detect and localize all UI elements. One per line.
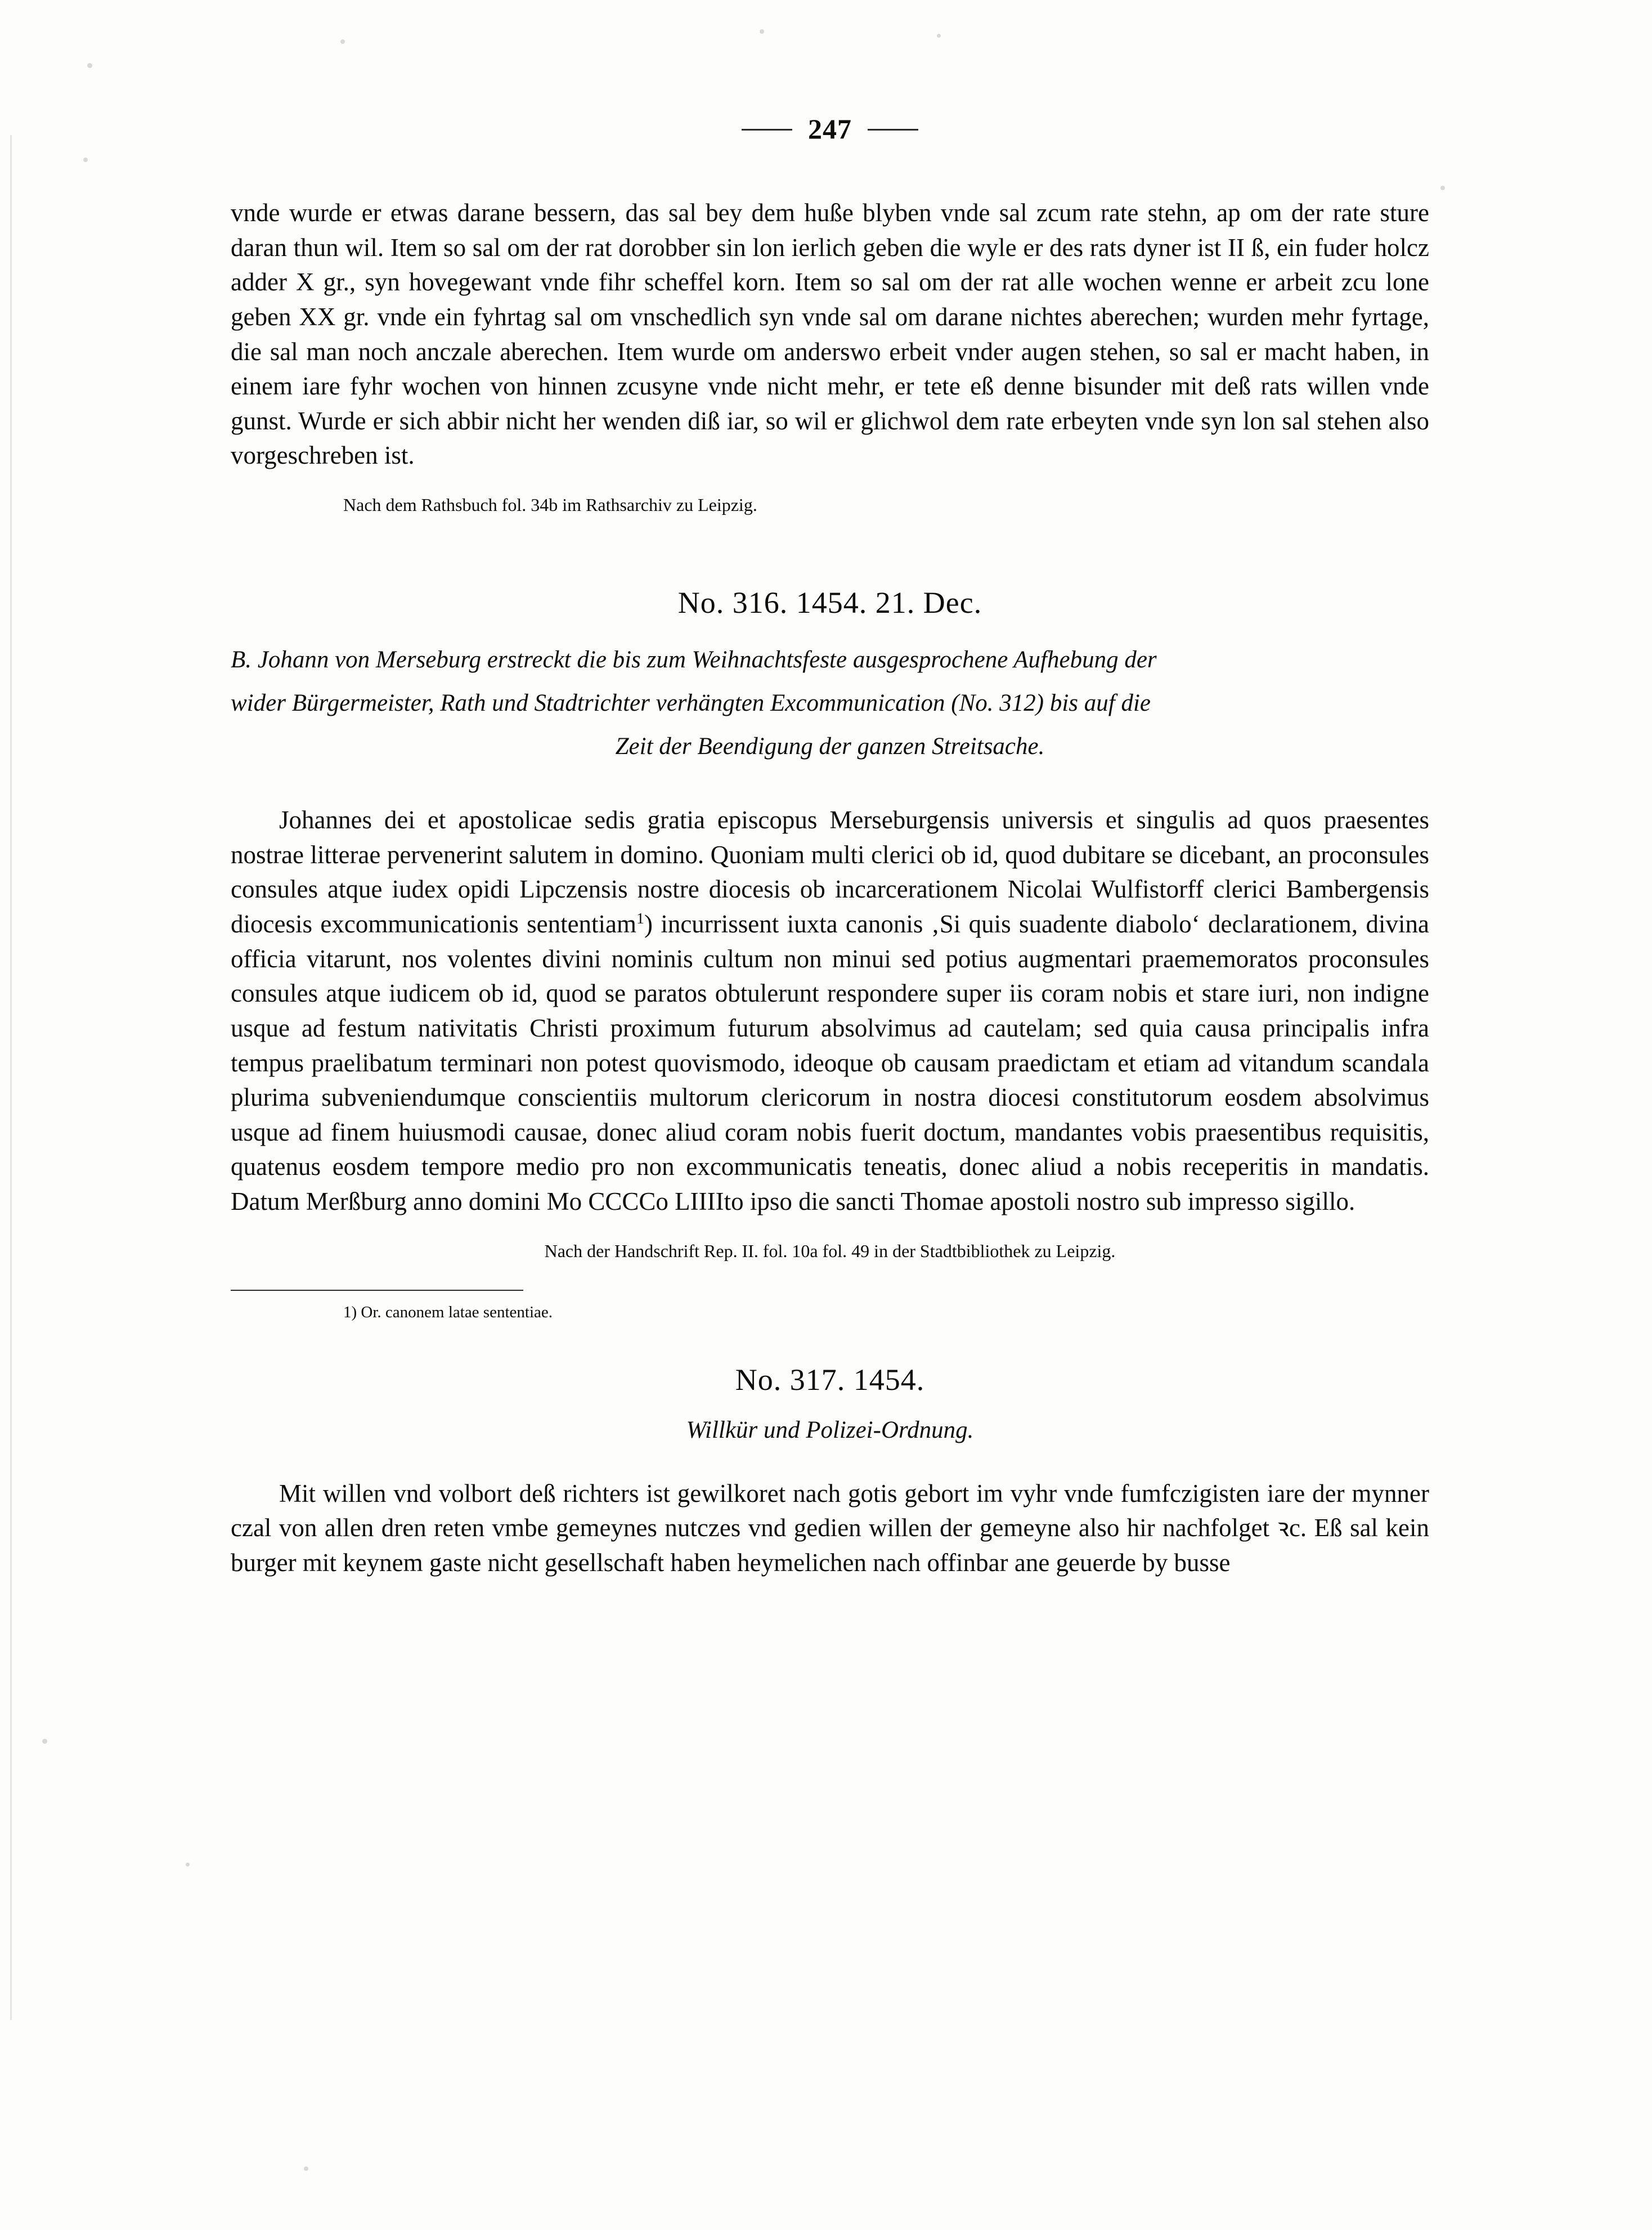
header-rule-right	[868, 129, 918, 131]
document-316-body-part2: ) incurrissent iuxta canonis ‚Si quis suadente diabolo‘ declarationem, divina officia vitarunt, nos volentes divini nominis cultum non minui sed potius augmentari praememoratos proconsules consules atque iudicem ob id, quod se paratos obtulerunt respondere super iis coram nobis et stare iuri, non indigne usque ad festum nativitatis Christi proximum futurum absolvimus ad cautelam; sed quia causa principalis infra tempus praelibatum terminari non potest quovismodo, ideoque ob causam praedictam et etiam ad vitandum scandala plurima subveniendumque conscientiis multorum clericorum in nostra diocesi constitutorum eosdem absolvimus usque ad finem huiusmodi causae, donec aliud coram nobis fuerit doctum, mandantes vobis praesentibus requisitis, quatenus eosdem tempore medio pro non excommunicatis teneatis, donec aliud a nobis receperitis in mandatis. Datum Merßburg anno domini Mo CCCCo LIIIIto ipso die sancti Thomae apostoli nostro sub impresso sigillo.	[231, 909, 1429, 1216]
document-316-subtitle-line1: B. Johann von Merseburg erstreckt die bis zum Weihnachtsfeste ausgesprochene Aufhebung der	[231, 646, 1157, 673]
footnote-reference[interactable]: 1	[636, 909, 644, 927]
scan-speckle	[83, 158, 88, 162]
page-number: 247	[808, 113, 852, 145]
document-316-heading: No. 316. 1454. 21. Dec.	[677, 585, 982, 620]
page-number-header	[231, 113, 1429, 145]
scan-speckle	[42, 1739, 47, 1744]
scan-speckle	[937, 34, 941, 38]
document-316-body-part1: Johannes dei et apostolicae sedis gratia episcopus Merseburgensis universis et singulis ad quos praesentes nostrae litterae pervenerint salutem in domino. Quoniam multi clerici ob id, quod dubitare se dicebant, an proconsules consules atque iudex opidi Lipczensis nostre diocesis ob incarcerationem Nicolai Wulfistorff clerici Bambergensis diocesis excommunicationis sententiam	[231, 806, 1429, 938]
scan-speckle	[87, 63, 92, 68]
continued-paragraph: vnde wurde er etwas darane bessern, das sal bey dem huße blyben vnde sal zcum rate stehn, ap om der rate sture daran thun wil. Item so sal om der rat dorobber sin lon ierlich geben die wyle er des rats dyner ist II ß, ein fuder holcz adder X gr., syn hovegewant vnde fihr scheffel korn. Item so sal om der rat alle wochen wenne er arbeit zcu lone geben XX gr. vnde ein fyhrtag sal om vnschedlich syn vnde sal om darane nichtes aberechen; wurden mehr fyrtage, die sal man noch anczale aberechen. Item wurde om anderswo erbeit vnder augen stehen, so sal er macht haben, in einem iare fyhr wochen von hinnen zcusyne vnde nicht mehr, er tete eß denne bisunder mit deß rats willen vnde gunst. Wurde er sich abbir nicht her wenden diß iar, so wil er glichwol dem rate erbeyten vnde syn lon sal stehen also vorgeschreben ist.	[231, 199, 1429, 470]
document-317-body: Mit willen vnd volbort deß richters ist gewilkoret nach gotis gebort im vyhr vnde fumfczigisten iare der mynner czal von allen dren reten vmbe gemeynes nutczes vnd gedien willen der gemeyne also hir nachfolget ꝛc. Eß sal kein burger mit keynem gaste nicht gesellschaft haben heymelichen nach offinbar ane geuerde by busse	[231, 1479, 1429, 1577]
document-317-heading: No. 317. 1454.	[735, 1362, 925, 1397]
continued-source-note: Nach dem Rathsbuch fol. 34b im Rathsarchiv zu Leipzig.	[343, 495, 757, 515]
page-content	[231, 113, 1429, 1587]
scan-speckle	[304, 2166, 308, 2171]
scan-speckle	[1440, 186, 1445, 190]
footnote-divider	[231, 1290, 523, 1291]
document-316-source-note: Nach der Handschrift Rep. II. fol. 10a fol. 49 in der Stadtbibliothek zu Leipzig.	[544, 1240, 1116, 1261]
document-316-body	[231, 803, 1429, 1219]
scan-edge-line	[10, 135, 12, 2020]
header-rule-left	[742, 129, 792, 131]
document-316-subtitle-line3: Zeit der Beendigung der ganzen Streitsache.	[615, 733, 1045, 760]
scan-speckle	[340, 39, 345, 44]
scan-speckle	[760, 29, 764, 34]
document-316-subtitle-line2: wider Bürgermeister, Rath und Stadtrichter verhängten Excommunication (No. 312) bis auf die	[231, 689, 1151, 716]
document-317-subtitle: Willkür und Polizei-Ordnung.	[686, 1416, 974, 1443]
scan-speckle	[186, 1863, 190, 1866]
document-316-footnote: 1) Or. canonem latae sententiae.	[343, 1303, 553, 1321]
